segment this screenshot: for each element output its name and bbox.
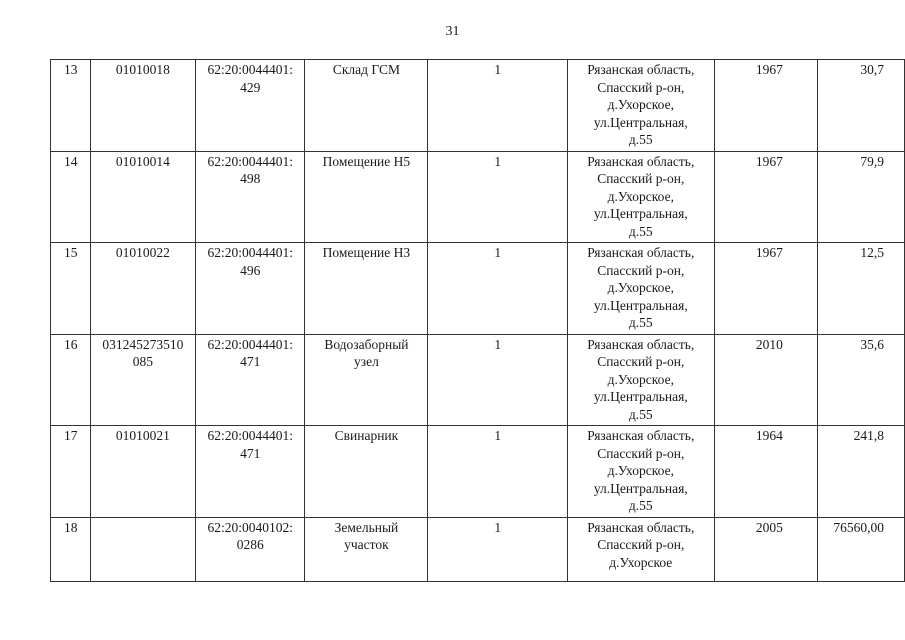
row-number: 16	[51, 334, 91, 426]
object-name: Земельный участок	[305, 517, 428, 581]
table-row	[51, 60, 905, 152]
page-number: 31	[445, 24, 460, 39]
cadastral-number: 62:20:0044401: 471	[196, 426, 305, 518]
quantity: 1	[428, 151, 568, 243]
year: 2010	[714, 334, 818, 426]
quantity: 1	[428, 517, 568, 581]
inventory-number: 01010021	[90, 426, 195, 518]
address: Рязанская область, Спасский р-он, д.Ухорское, ул.Центральная, д.55	[568, 60, 714, 152]
cadastral-number: 62:20:0040102: 0286	[196, 517, 305, 581]
value: 241,8	[818, 426, 905, 518]
year: 2005	[714, 517, 818, 581]
address: Рязанская область, Спасский р-он, д.Ухорское, ул.Центральная, д.55	[568, 151, 714, 243]
value: 30,7	[818, 60, 905, 152]
year: 1964	[714, 426, 818, 518]
inventory-number: 01010022	[90, 243, 195, 335]
value: 79,9	[818, 151, 905, 243]
quantity: 1	[428, 60, 568, 152]
address: Рязанская область, Спасский р-он, д.Ухорское, ул.Центральная, д.55	[568, 334, 714, 426]
object-name: Помещение Н3	[305, 243, 428, 335]
quantity: 1	[428, 243, 568, 335]
inventory-number: 01010014	[90, 151, 195, 243]
value: 76560,00	[818, 517, 905, 581]
cadastral-number: 62:20:0044401: 496	[196, 243, 305, 335]
address: Рязанская область, Спасский р-он, д.Ухорское	[568, 517, 714, 581]
table-row	[51, 426, 905, 518]
table-row	[51, 243, 905, 335]
table-row	[51, 151, 905, 243]
quantity: 1	[428, 334, 568, 426]
row-number: 14	[51, 151, 91, 243]
object-name: Водозаборный узел	[305, 334, 428, 426]
year: 1967	[714, 60, 818, 152]
inventory-number: 031245273510 085	[90, 334, 195, 426]
value: 12,5	[818, 243, 905, 335]
address: Рязанская область, Спасский р-он, д.Ухорское, ул.Центральная, д.55	[568, 426, 714, 518]
year: 1967	[714, 151, 818, 243]
object-name: Склад ГСМ	[305, 60, 428, 152]
table-row	[51, 334, 905, 426]
row-number: 15	[51, 243, 91, 335]
object-name: Свинарник	[305, 426, 428, 518]
object-name: Помещение Н5	[305, 151, 428, 243]
table-row	[51, 517, 905, 581]
value: 35,6	[818, 334, 905, 426]
inventory-number: 01010018	[90, 60, 195, 152]
address: Рязанская область, Спасский р-он, д.Ухорское, ул.Центральная, д.55	[568, 243, 714, 335]
inventory-number	[90, 517, 195, 581]
property-table	[50, 59, 905, 582]
row-number: 13	[51, 60, 91, 152]
year: 1967	[714, 243, 818, 335]
cadastral-number: 62:20:0044401: 498	[196, 151, 305, 243]
quantity: 1	[428, 426, 568, 518]
cadastral-number: 62:20:0044401: 429	[196, 60, 305, 152]
row-number: 18	[51, 517, 91, 581]
row-number: 17	[51, 426, 91, 518]
cadastral-number: 62:20:0044401: 471	[196, 334, 305, 426]
